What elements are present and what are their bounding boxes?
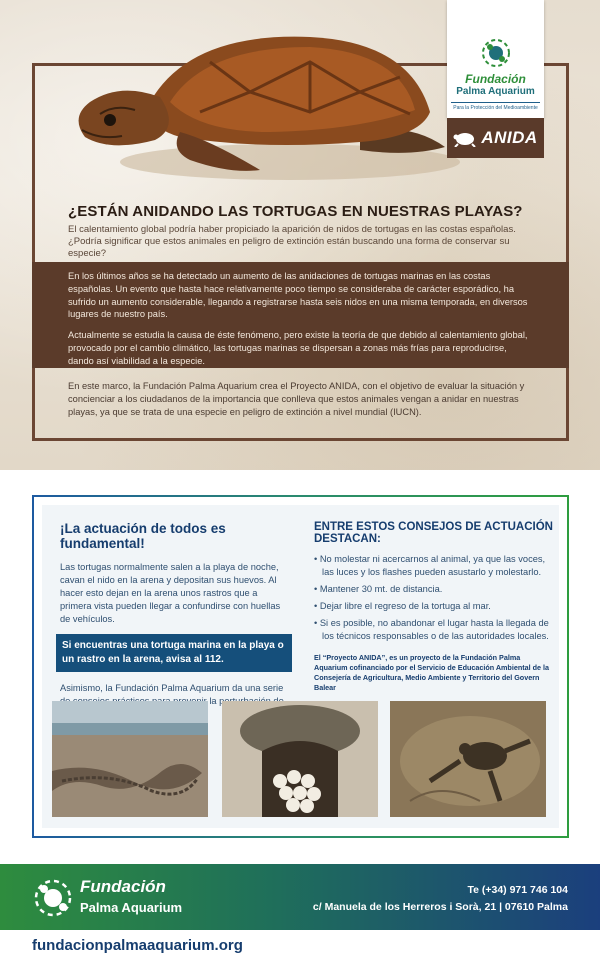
emergency-alert: Si encuentras una tortuga marina en la playa o un rastro en la arena, avisa al 112. [56,634,292,672]
right-column [314,521,554,693]
anida-logo-text: ANIDA [481,128,538,147]
project-paragraph: En este marco, la Fundación Palma Aquarium crea el Proyecto ANIDA, con el objetivo de evaluar la situación y concienciar a los ciudadanos de la importancia que conlleva que estos animales vengan a anidar en nuestras playas, ya que se trata de una especie en peligro de extinción a nivel mundial (IUCN). [68,381,525,417]
project-credit: El “Proyecto ANIDA”, es un proyecto de la Fundación Palma Aquarium cofinanciado por el Servicio de Educación Ambiental de la Consejería de Agricultura, Medio Ambiente y Territorio del Govern Balear [314,653,549,692]
turtle-nesting-photo [390,701,546,817]
turtle-icon [453,129,477,147]
footer-name-line1: Fundación [80,877,166,896]
advice-intro: Asimismo, la Fundación Palma Aquarium da una serie la [60,683,284,706]
tip-item: • Dejar libre el regreso de la tortuga al mar. [314,600,554,613]
tip-item: • No molestar ni acercarnos al animal, ya que las voces, las luces y los flashes pueden asustarlo y molestarlo. [314,553,554,579]
tip-item: • Si es posible, no abandonar el lugar hasta la llegada de los técnicos responsables o de las autoridades locales. [314,617,554,643]
logo-name-line2: Palma Aquarium [456,86,535,97]
page-title: ¿ESTÁN ANIDANDO LAS TORTUGAS EN NUESTRAS PLAYAS? [68,203,523,220]
lead-paragraph: El calentamiento global podría haber propiciado la aparición de nidos de tortugas en las costas españolas. ¿Podría significar que estos animales en peligro de extinción están buscando una forma de conservar su especie? [68,224,516,259]
footer-address: c/ Manuela de los Herreros i Sorà, 21 | 07610 Palma [312,901,568,913]
anida-logo [447,118,544,158]
website-link[interactable]: fundacionpalmaaquarium.org [32,937,243,954]
tips-list [314,553,554,643]
context-paragraph-2: Actualmente se estudia la causa de éste fenómeno, pero existe la teoría de que debido al calentamiento global, provocado por el cambio climático, las tortugas marinas se dispersan a zonas más frías para reproducirse, dando así viabilidad a la especie. [68,330,528,366]
logo-name-line1: Fundación [465,72,526,86]
logo-tagline: Para la Protección del Medioambiente [451,102,540,111]
context-band [32,262,569,368]
nesting-info: Las tortugas normalmente salen a la playa de noche, cavan el nido en la arena y depositan sus huevos. Al hacer esto dejan en la arena unos rastros que a primera vista pueden llegar a confundirse con huellas de vehículos. [60,562,281,624]
turtle-photo [60,22,460,182]
turtle-eggs-photo [222,701,378,817]
hero-section [0,0,600,470]
turtle-tracks-photo [52,701,208,817]
left-column [60,521,290,721]
action-panel [32,495,569,838]
fundacion-logo [447,0,544,118]
fundacion-emblem-icon [32,878,74,918]
footer-phone: Te (+34) 971 746 104 [467,884,568,896]
action-panel-inner [42,505,559,828]
footer-name-line2: Palma Aquarium [80,900,183,915]
fundacion-emblem-icon [481,38,511,68]
tip-item: • Mantener 30 mt. de distancia. [314,583,554,596]
context-paragraph-1: En los últimos años se ha detectado un aumento de las anidaciones de tortugas marinas en las costas españolas. Un evento que hasta hace relativamente poco tiempo se consideraba de carácter esporádico, ha sufrido un aumento considerable, llegando a registrarse hasta seis nidos en una misma temporada, en diversos lugares de nuestro país. [68,271,528,320]
right-column-title: ENTRE ESTOS CONSEJOS DE ACTUACIÓN DESTACAN: [314,521,553,545]
left-column-title: ¡La actuación de todos es fundamental! [60,521,226,551]
footer [0,864,600,930]
